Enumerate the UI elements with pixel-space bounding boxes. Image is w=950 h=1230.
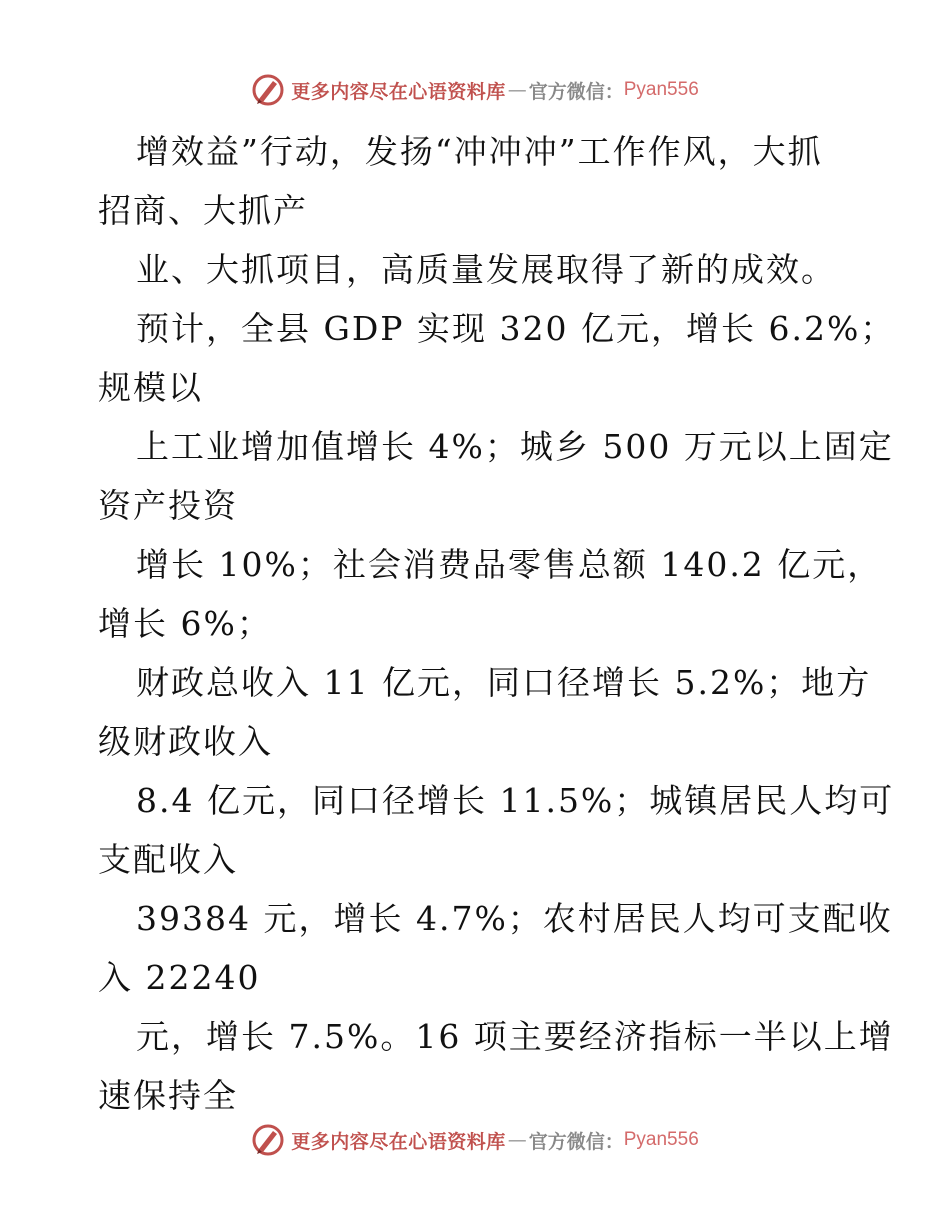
text-line: 业、大抓项目，高质量发展取得了新的成效。 <box>136 250 836 289</box>
text-line: 增效益”行动，发扬“冲冲冲”工作作风，大抓 <box>136 132 823 171</box>
text-line: 上工业增加值增长 4%；城乡 500 万元以上固定 <box>136 427 894 466</box>
text-line: 8.4 亿元，同口径增长 11.5%；城镇居民人均可 <box>136 781 895 820</box>
banner-wechat-id: Pyan556 <box>623 1129 699 1150</box>
header-banner <box>0 70 950 110</box>
banner-wechat-label: 官方微信： <box>528 1130 624 1153</box>
text-line: 规模以 <box>98 368 203 407</box>
pen-logo-icon <box>251 1123 285 1157</box>
text-line: 速保持全 <box>98 1076 238 1115</box>
text-line: 财政总收入 11 亿元，同口径增长 5.2%；地方 <box>136 663 872 702</box>
banner-wechat-id: Pyan556 <box>623 79 699 100</box>
pen-logo-icon <box>251 73 285 107</box>
text-line: 入 22240 <box>98 958 261 997</box>
banner-site-text: 更多内容尽在心语资料库 <box>291 80 506 103</box>
text-line: 级财政收入 <box>98 722 273 761</box>
text-line: 招商、大抓产 <box>98 191 308 230</box>
footer-banner <box>0 1120 950 1160</box>
text-line: 增长 10%；社会消费品零售总额 140.2 亿元， <box>136 545 883 584</box>
banner-separator: — <box>507 1129 527 1151</box>
banner-site-text: 更多内容尽在心语资料库 <box>291 1130 506 1153</box>
text-line: 元，增长 7.5%。16 项主要经济指标一半以上增 <box>136 1017 894 1056</box>
text-line: 资产投资 <box>98 486 238 525</box>
text-line: 39384 元，增长 4.7%；农村居民人均可支配收 <box>136 899 893 938</box>
text-line: 预计，全县 GDP 实现 320 亿元，增长 6.2%； <box>136 309 896 348</box>
text-line: 支配收入 <box>98 840 238 879</box>
text-line: 增长 6%； <box>98 604 272 643</box>
banner-wechat-label: 官方微信： <box>528 80 624 103</box>
banner-separator: — <box>507 79 527 101</box>
